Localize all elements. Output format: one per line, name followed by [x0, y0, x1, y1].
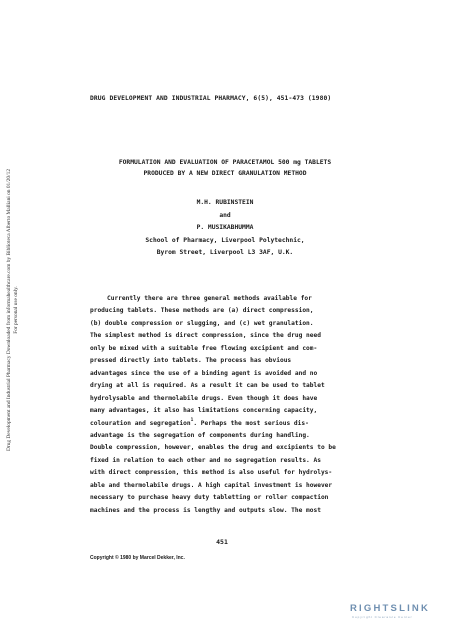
body-line: machines and the process is lengthy and outputs slow. The most: [90, 506, 321, 514]
rightslink-logo-text: RIGHTSLINK: [350, 603, 431, 614]
body-line-part: . Perhaps the most serious dis-: [193, 419, 309, 427]
body-line: hydrolysable and thermolabile drugs. Even though it does have: [90, 394, 318, 402]
body-line-part: colouration and segregation: [90, 419, 191, 427]
body-line: many advantages, it also has limitations concerning capacity,: [90, 407, 318, 415]
body-line: advantage is the segregation of components during handling.: [90, 431, 310, 439]
rightslink-logo[interactable]: [350, 603, 442, 623]
article-title-line1: FORMULATION AND EVALUATION OF PARACETAMOL 500 mg TABLETS: [118, 159, 332, 166]
article-title: [60, 157, 390, 179]
download-watermark-line1: Drug Development and Industrial Pharmacy Downloaded from informahealthcare.com by Biblioteca Alberto Malliani on 01/20/12: [6, 168, 12, 452]
body-line: necessary to purchase heavy duty tabletting or roller compaction: [90, 494, 329, 502]
body-line: Currently there are three general methods available for: [107, 295, 312, 302]
body-line: drying at all is required. As a result it can be used to tablet: [90, 382, 325, 390]
author-conjunction: and: [219, 211, 231, 219]
affiliation-line2: Byrom Street, Liverpool L3 3AF, U.K.: [156, 249, 294, 256]
article-title-line2: PRODUCED BY A NEW DIRECT GRANULATION METHOD: [143, 170, 307, 177]
body-line: (b) double compression or slugging, and (c) wet granulation.: [90, 319, 314, 327]
body-line: advantages since the use of a binding agent is avoided and no: [90, 369, 318, 377]
affiliation-line1: School of Pharmacy, Liverpool Polytechnic,: [145, 236, 305, 244]
body-line: Double compression, however, enables the drug and excipients to be: [90, 444, 336, 452]
body-paragraph: [90, 293, 410, 517]
reference-superscript: 1: [190, 417, 194, 423]
body-line: able and thermolabile drugs. A high capital investment is however: [90, 481, 333, 489]
author-1: M.H. RUBINSTEIN: [196, 199, 254, 206]
body-line: only be mixed with a suitable free flowing excipient and com-: [90, 344, 318, 352]
journal-header: DRUG DEVELOPMENT AND INDUSTRIAL PHARMACY, 6(5), 451-473 (1980): [90, 95, 332, 102]
body-line: with direct compression, this method is also useful for hydrolys-: [90, 469, 333, 477]
body-line: pressed directly into tablets. The process has obvious: [90, 357, 292, 365]
page-number: 451: [216, 538, 228, 546]
author-block: [60, 197, 390, 260]
download-watermark-text: [6, 169, 20, 451]
copyright-notice: Copyright © 1980 by Marcel Dekker, Inc.: [90, 555, 185, 561]
body-line: producing tablets. These methods are (a) direct compression,: [90, 307, 314, 315]
download-watermark: [1, 100, 25, 520]
body-line: fixed in relation to each other and no segregation results. As: [90, 456, 321, 464]
download-watermark-line2: For personal use only.: [13, 286, 19, 334]
author-2: P. MUSIKABHUMMA: [196, 224, 254, 231]
rightslink-tagline: Copyright Clearance Center: [352, 615, 413, 619]
body-line: [90, 418, 410, 430]
body-line: The simplest method is direct compression, since the drug need: [90, 332, 321, 340]
